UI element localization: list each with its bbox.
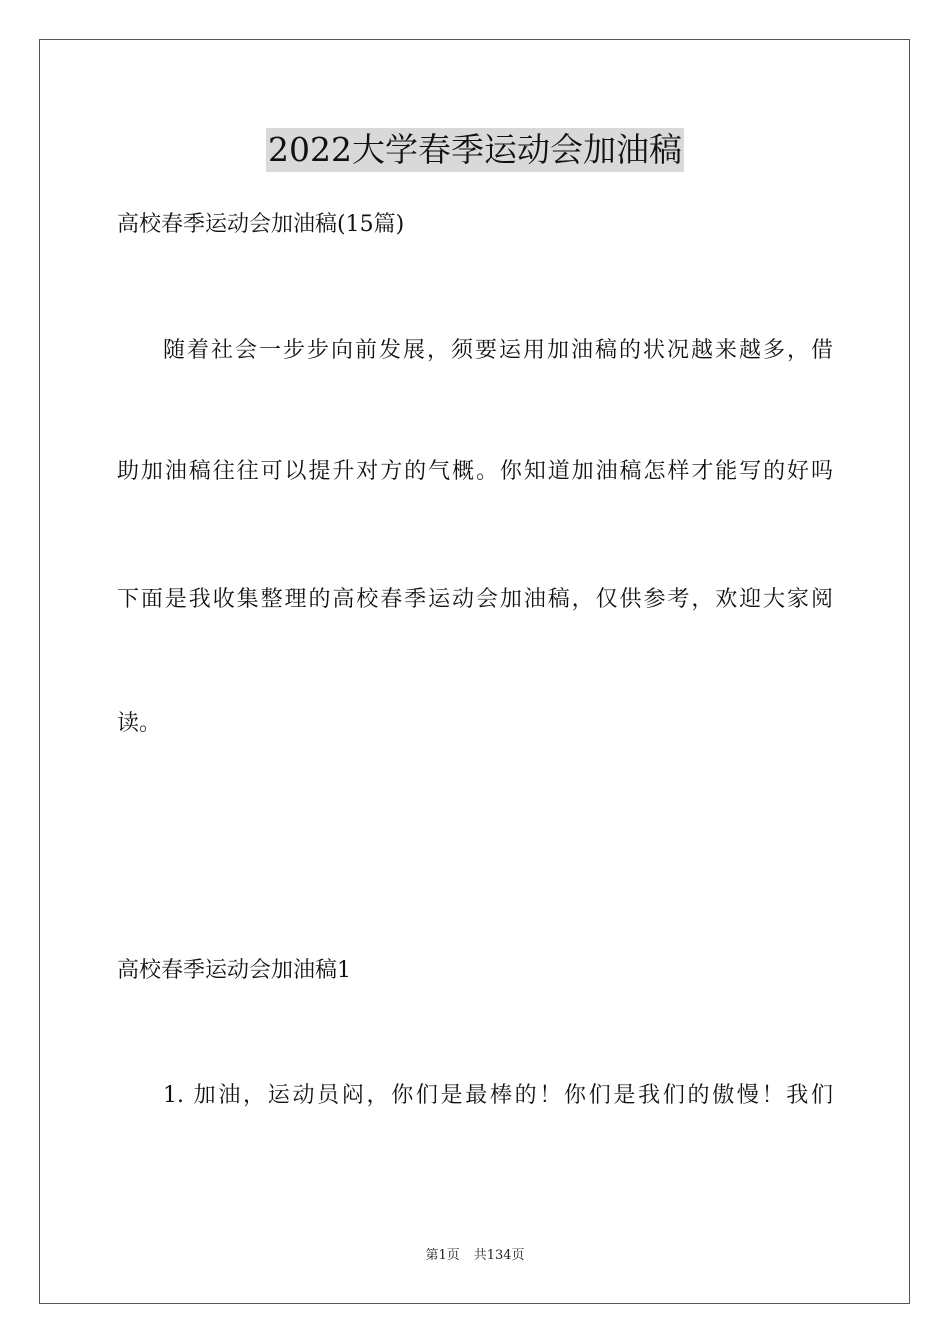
intro-line-3: 下面是我收集整理的高校春季运动会加油稿，仅供参考，欢迎大家阅 <box>117 587 833 612</box>
intro-line-4: 读。 <box>117 711 162 736</box>
title-container <box>0 128 950 172</box>
list-item-1: 1. 加油，运动员闷，你们是最棒的！你们是我们的傲慢！我们 <box>163 1083 833 1108</box>
document-title: 2022大学春季运动会加油稿 <box>266 128 684 172</box>
document-subtitle: 高校春季运动会加油稿(15篇) <box>117 212 405 237</box>
intro-line-1: 随着社会一步步向前发展，须要运用加油稿的状况越来越多，借 <box>163 338 833 363</box>
page-number: 第1页 <box>425 1248 460 1263</box>
section-heading: 高校春季运动会加油稿1 <box>117 958 351 983</box>
page-total: 共134页 <box>473 1248 525 1263</box>
page-footer <box>0 1247 950 1265</box>
intro-line-2: 助加油稿往往可以提升对方的气概。你知道加油稿怎样才能写的好吗 <box>117 459 833 484</box>
